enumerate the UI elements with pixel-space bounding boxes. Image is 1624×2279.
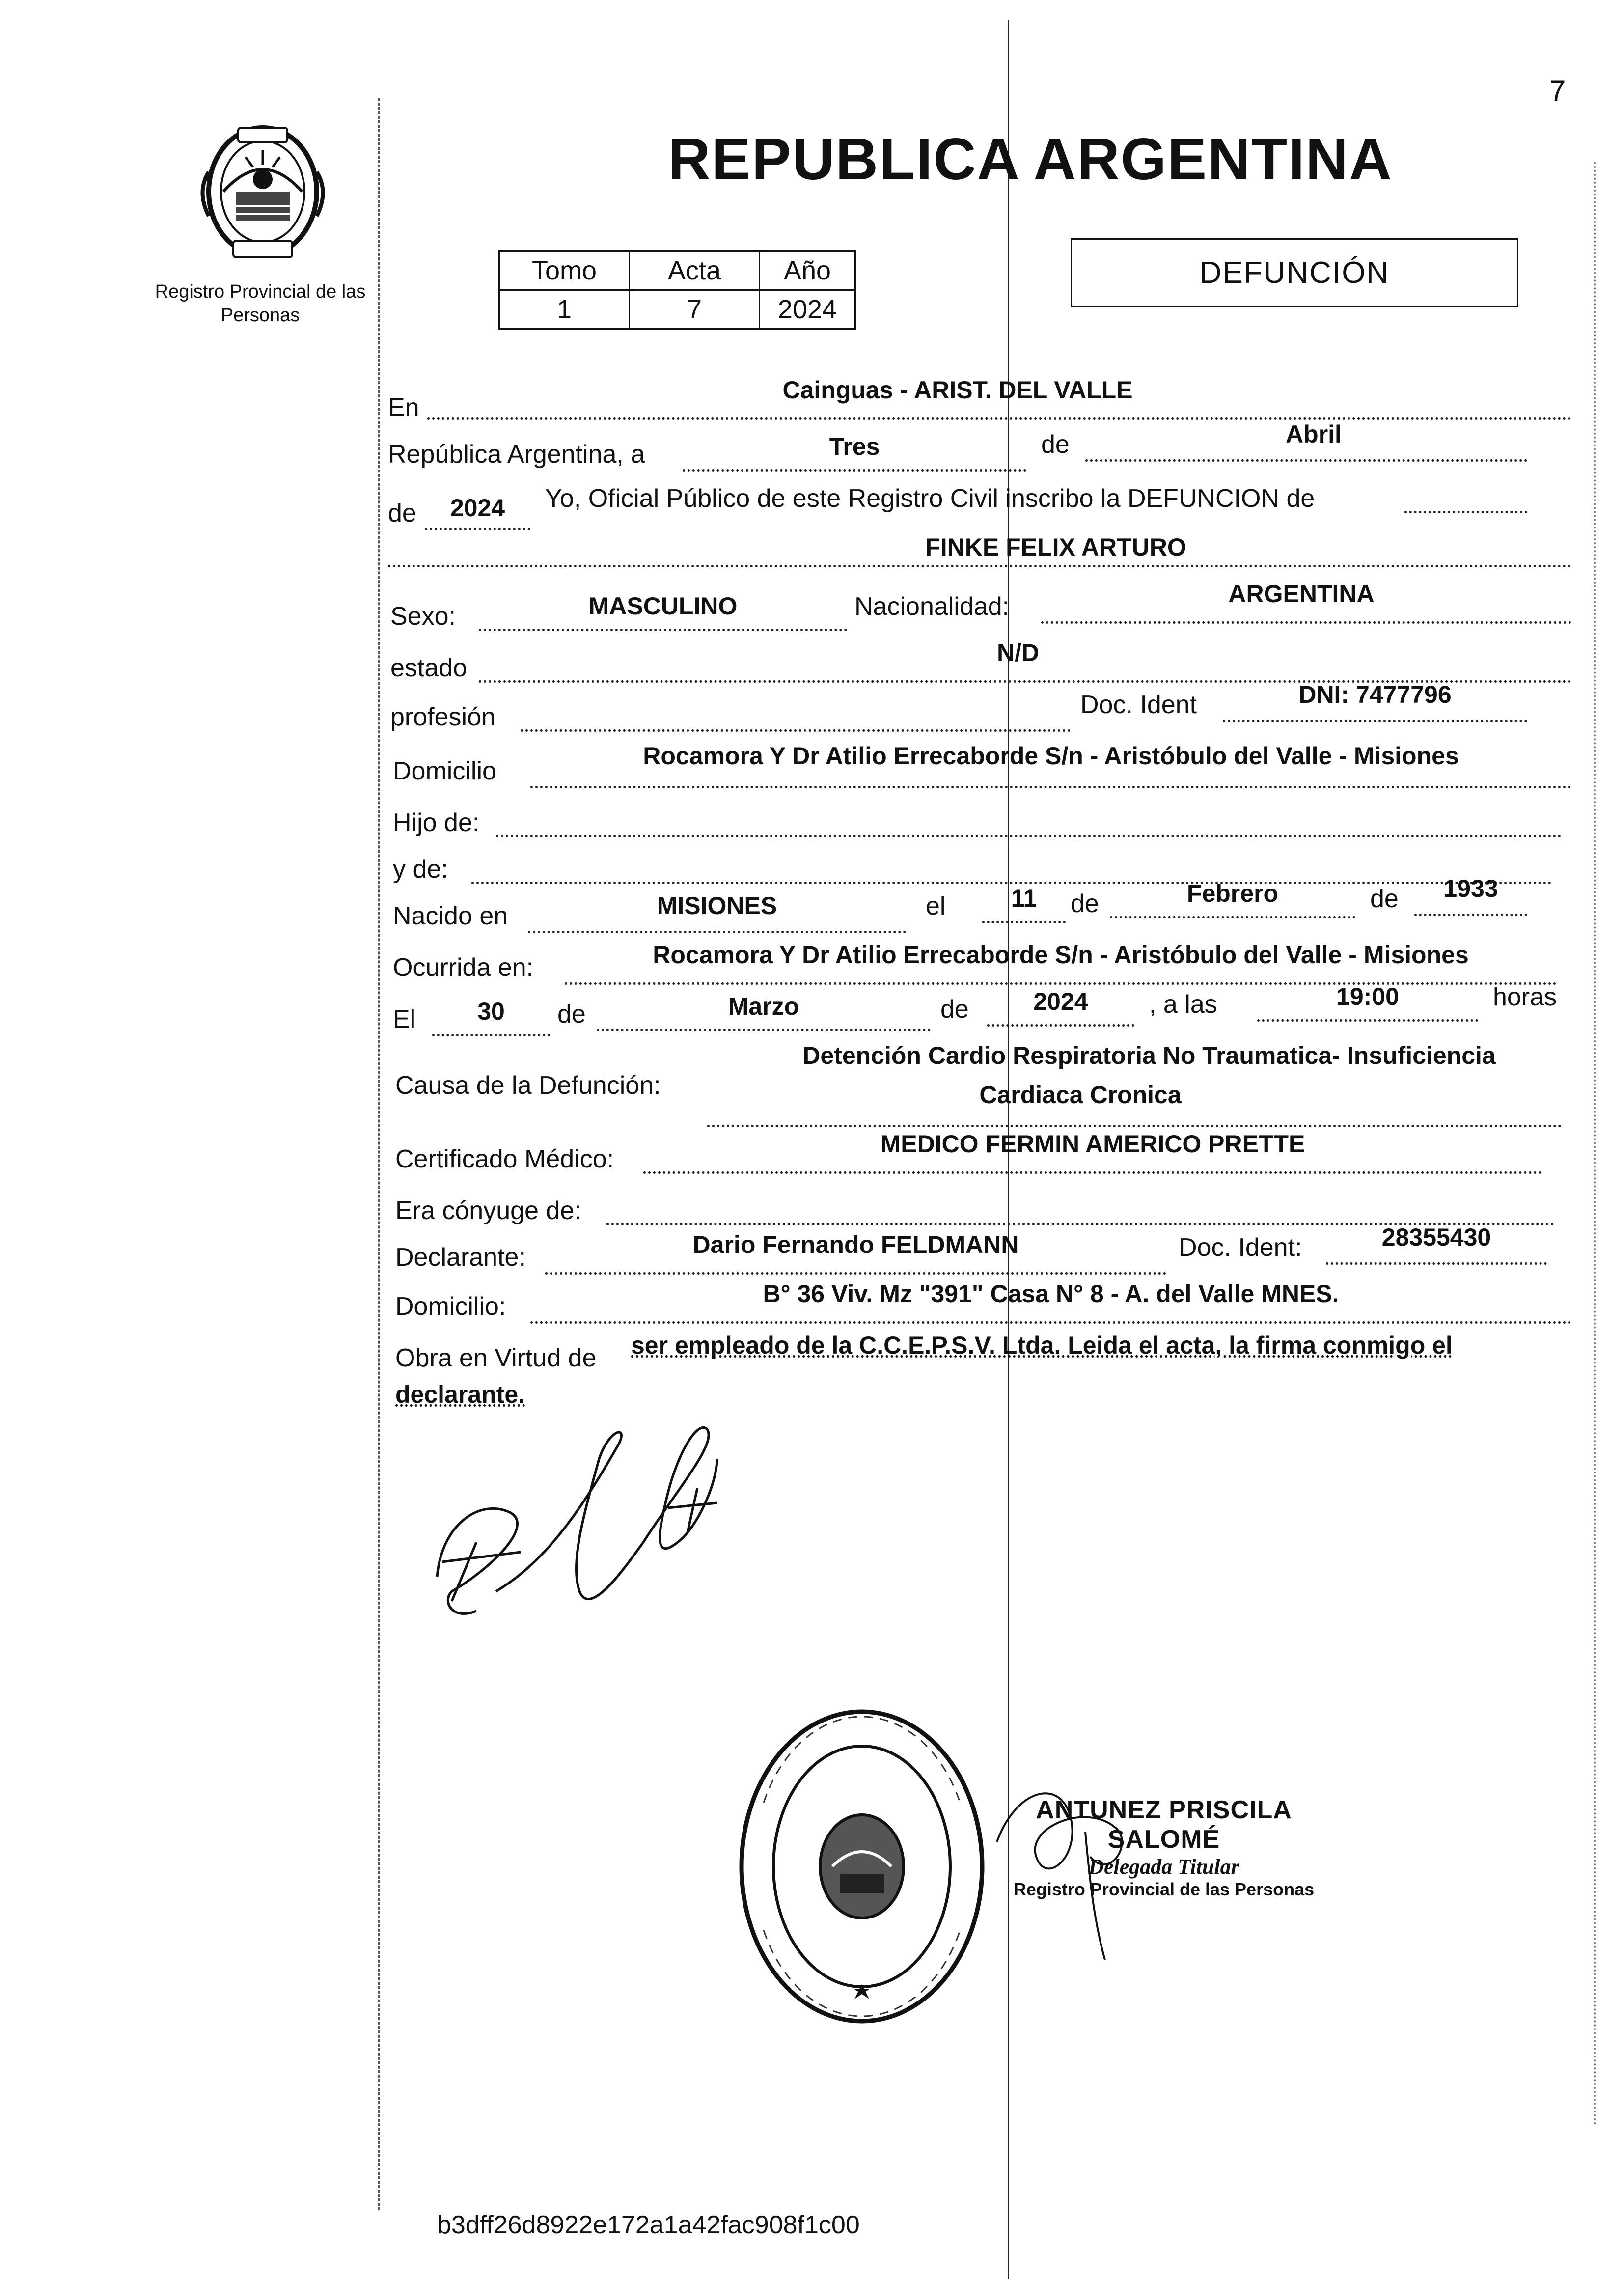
dotted-line: [1414, 914, 1527, 916]
deceased-dni-value: DNI: 7477796: [1298, 681, 1452, 708]
dotted-line: [1041, 621, 1571, 624]
dotted-line: [388, 565, 1571, 567]
obra-text-line-2: declarante.: [395, 1381, 525, 1408]
obra-text-line-1: ser empleado de la C.C.E.P.S.V. Ltda. Leida el acta, la firma conmigo el: [631, 1332, 1453, 1359]
delegation-seal-stamp: [734, 1704, 990, 2029]
dotted-line: [432, 1034, 550, 1036]
dotted-line: [521, 729, 1071, 732]
officer-stamp: [987, 1795, 1341, 1900]
label-a-las: , a las: [1149, 990, 1217, 1019]
label-y-de: y de:: [393, 855, 448, 884]
birth-month-value: Febrero: [1186, 880, 1279, 907]
dotted-line: [1110, 916, 1355, 918]
tomo-value: 1: [499, 290, 630, 329]
dotted-line: [1257, 1019, 1478, 1022]
dotted-line: [1404, 511, 1527, 513]
dotted-line: [1223, 720, 1527, 722]
label-horas: horas: [1493, 983, 1557, 1011]
declarant-signature: [422, 1415, 766, 1650]
dotted-line: [1085, 459, 1527, 462]
sex-value: MASCULINO: [588, 592, 738, 620]
label-el-cap: El: [393, 1005, 416, 1033]
dotted-line: [425, 528, 530, 530]
left-margin-line: [378, 98, 380, 2210]
birth-day-value: 11: [1011, 885, 1037, 912]
dotted-line: [987, 1024, 1134, 1027]
officer-role: Delegada Titular: [1088, 1855, 1239, 1879]
acta-header: Acta: [630, 251, 760, 290]
label-en: En: [388, 393, 419, 422]
birth-year-value: 1933: [1443, 875, 1498, 902]
label-domicilio-2: Domicilio:: [395, 1292, 506, 1321]
place-value: Cainguas - ARIST. DEL VALLE: [782, 376, 1133, 404]
right-edge-marks: [1594, 162, 1596, 2127]
provincia-misiones-seal-icon: [189, 118, 336, 265]
death-place-value: Rocamora Y Dr Atilio Errecaborde S/n - Aristóbulo del Valle - Misiones: [653, 941, 1469, 969]
label-de: de: [557, 1000, 586, 1028]
document-type-box: DEFUNCIÓN: [1071, 238, 1518, 307]
label-nacido-en: Nacido en: [393, 902, 508, 930]
dotted-line: [643, 1171, 1542, 1174]
dotted-line: [479, 629, 847, 631]
label-conyuge: Era cónyuge de:: [395, 1196, 581, 1225]
label-ocurrida-en: Ocurrida en:: [393, 953, 534, 982]
officer-name: ANTUNEZ PRISCILA SALOMÉ: [1036, 1796, 1292, 1854]
label-obra: Obra en Virtud de: [395, 1344, 597, 1372]
birth-place-value: MISIONES: [657, 892, 777, 919]
label-estado: estado: [390, 654, 468, 682]
death-time-value: 19:00: [1336, 983, 1399, 1010]
label-de: de: [1071, 889, 1099, 918]
oficial-statement: Yo, Oficial Público de este Registro Civil inscribo la DEFUNCION de: [545, 484, 1315, 513]
label-domicilio: Domicilio: [393, 757, 496, 785]
declarant-doc-value: 28355430: [1381, 1223, 1491, 1251]
registration-day-value: Tres: [829, 433, 880, 460]
death-day-value: 30: [477, 998, 505, 1025]
registration-year-value: 2024: [450, 494, 505, 522]
dotted-line: [530, 1321, 1571, 1324]
death-year-value: 2024: [1033, 988, 1088, 1015]
dotted-line: [545, 1272, 1166, 1275]
dotted-line: [528, 931, 906, 933]
declarant-address-value: B° 36 Viv. Mz "391" Casa N° 8 - A. del Valle MNES.: [763, 1280, 1339, 1307]
page-number: 7: [1549, 74, 1566, 107]
label-certificado: Certificado Médico:: [395, 1145, 614, 1173]
dotted-line: [530, 786, 1571, 788]
deceased-address-value: Rocamora Y Dr Atilio Errecaborde S/n - Aristóbulo del Valle - Misiones: [643, 742, 1459, 770]
label-declarante: Declarante:: [395, 1243, 526, 1272]
dotted-line: [597, 1029, 931, 1031]
document-hash: b3dff26d8922e172a1a42fac908f1c00: [437, 2211, 860, 2239]
declarant-name-value: Dario Fernando FELDMANN: [692, 1231, 1019, 1258]
record-reference-table: [498, 250, 856, 330]
cause-line-2-value: Cardiaca Cronica: [979, 1081, 1182, 1109]
label-de: de: [940, 995, 969, 1024]
dotted-line: [683, 469, 1026, 472]
registration-month-value: Abril: [1286, 420, 1342, 448]
deceased-name-value: FINKE FELIX ARTURO: [925, 533, 1186, 561]
label-nacionalidad: Nacionalidad:: [854, 592, 1010, 621]
label-de: de: [1041, 430, 1070, 459]
label-republica-a: República Argentina, a: [388, 440, 645, 469]
document-title: REPUBLICA ARGENTINA: [668, 126, 1393, 192]
dotted-line: [1326, 1262, 1547, 1265]
label-de: de: [1370, 885, 1399, 913]
cause-line-1-value: Detención Cardio Respiratoria No Traumatica- Insuficiencia: [802, 1042, 1496, 1069]
label-hijo-de: Hijo de:: [393, 808, 480, 837]
medical-certificate-value: MEDICO FERMIN AMERICO PRETTE: [880, 1130, 1305, 1158]
anio-value: 2024: [760, 290, 855, 329]
label-causa: Causa de la Defunción:: [395, 1071, 661, 1100]
label-profesion: profesión: [390, 703, 495, 731]
acta-value: 7: [630, 290, 760, 329]
label-sexo: Sexo:: [390, 602, 456, 631]
label-doc-ident-2: Doc. Ident:: [1179, 1233, 1302, 1262]
dotted-line: [982, 921, 1066, 923]
tomo-header: Tomo: [499, 251, 630, 290]
dotted-line: [496, 835, 1562, 837]
label-doc-ident: Doc. Ident: [1080, 691, 1197, 719]
dotted-line: [707, 1125, 1562, 1127]
issuer-office-label: Registro Provincial de las Personas: [155, 281, 366, 326]
label-el: el: [926, 892, 946, 920]
anio-header: Año: [760, 251, 855, 290]
label-de-year: de: [388, 499, 416, 528]
nationality-value: ARGENTINA: [1228, 580, 1375, 608]
marital-status-value: N/D: [997, 639, 1040, 667]
death-month-value: Marzo: [728, 993, 799, 1020]
officer-office: Registro Provincial de las Personas: [1013, 1879, 1315, 1899]
